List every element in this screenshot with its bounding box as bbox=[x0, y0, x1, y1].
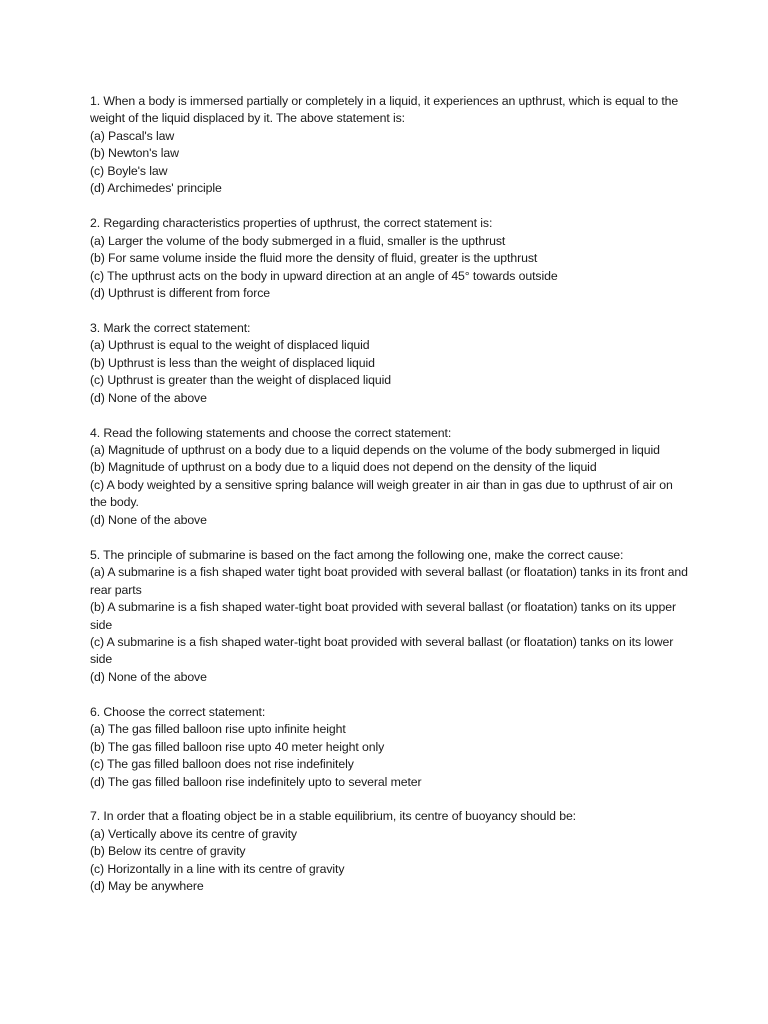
question-block bbox=[90, 320, 690, 407]
answer-option: (c) A body weighted by a sensitive spring balance will weigh greater in air than in gas due to upthrust of air on the body. bbox=[90, 477, 673, 510]
answer-option: (a) Upthrust is equal to the weight of displaced liquid bbox=[90, 338, 370, 353]
answer-option: (d) Archimedes' principle bbox=[90, 181, 222, 196]
answer-option: (b) Below its centre of gravity bbox=[90, 844, 246, 859]
answer-option: (d) May be anywhere bbox=[90, 879, 204, 894]
answer-option: (a) Larger the volume of the body submerged in a fluid, smaller is the upthrust bbox=[90, 233, 506, 248]
answer-option: (c) Horizontally in a line with its centre of gravity bbox=[90, 861, 345, 876]
question-stem: 7. In order that a floating object be in a stable equilibrium, its centre of buoyancy should be: bbox=[90, 809, 576, 824]
answer-option: (a) The gas filled balloon rise upto infinite height bbox=[90, 722, 346, 737]
answer-option: (b) The gas filled balloon rise upto 40 meter height only bbox=[90, 739, 385, 754]
question-block bbox=[90, 93, 690, 198]
question-block bbox=[90, 704, 690, 791]
answer-option: (c) Upthrust is greater than the weight of displaced liquid bbox=[90, 373, 392, 388]
answer-option: (b) Upthrust is less than the weight of displaced liquid bbox=[90, 355, 375, 370]
question-stem: 2. Regarding characteristics properties of upthrust, the correct statement is: bbox=[90, 216, 493, 231]
question-stem: 5. The principle of submarine is based on the fact among the following one, make the correct cause: bbox=[90, 547, 624, 562]
answer-option: (b) A submarine is a fish shaped water-tight boat provided with several ballast (or floatation) tanks on its upper side bbox=[90, 600, 676, 632]
answer-option: (d) None of the above bbox=[90, 512, 207, 527]
answer-option: (c) The gas filled balloon does not rise indefinitely bbox=[90, 757, 354, 772]
answer-option: (b) For same volume inside the fluid more the density of fluid, greater is the upthrust bbox=[90, 251, 538, 266]
question-block bbox=[90, 808, 690, 895]
answer-option: (c) Boyle's law bbox=[90, 163, 168, 178]
answer-option: (a) Vertically above its centre of gravity bbox=[90, 826, 297, 841]
question-stem: 6. Choose the correct statement: bbox=[90, 704, 266, 719]
answer-option: (d) The gas filled balloon rise indefinitely upto to several meter bbox=[90, 774, 422, 789]
question-stem: 1. When a body is immersed partially or completely in a liquid, it experiences an upthrust, which is equal to the weight of the liquid displaced by it. The above statement is: bbox=[90, 94, 679, 126]
question-stem: 4. Read the following statements and choose the correct statement: bbox=[90, 425, 452, 440]
answer-option: (c) A submarine is a fish shaped water-tight boat provided with several ballast (or floatation) tanks on its lower side bbox=[90, 634, 674, 667]
answer-option: (a) Pascal's law bbox=[90, 128, 175, 143]
answer-option: (d) Upthrust is different from force bbox=[90, 285, 271, 300]
answer-option: (a) A submarine is a fish shaped water tight boat provided with several ballast (or floatation) tanks in its front and rear parts bbox=[90, 565, 688, 597]
answer-option: (d) None of the above bbox=[90, 390, 207, 405]
question-block bbox=[90, 425, 690, 530]
answer-option: (a) Magnitude of upthrust on a body due to a liquid depends on the volume of the body submerged in liquid bbox=[90, 443, 660, 458]
question-block bbox=[90, 547, 690, 687]
question-list bbox=[90, 93, 690, 913]
question-stem: 3. Mark the correct statement: bbox=[90, 320, 251, 335]
answer-option: (b) Magnitude of upthrust on a body due to a liquid does not depend on the density of the liquid bbox=[90, 460, 597, 475]
answer-option: (d) None of the above bbox=[90, 669, 207, 684]
question-block bbox=[90, 215, 690, 302]
answer-option: (c) The upthrust acts on the body in upward direction at an angle of 45° towards outside bbox=[90, 268, 558, 283]
answer-option: (b) Newton's law bbox=[90, 146, 179, 161]
